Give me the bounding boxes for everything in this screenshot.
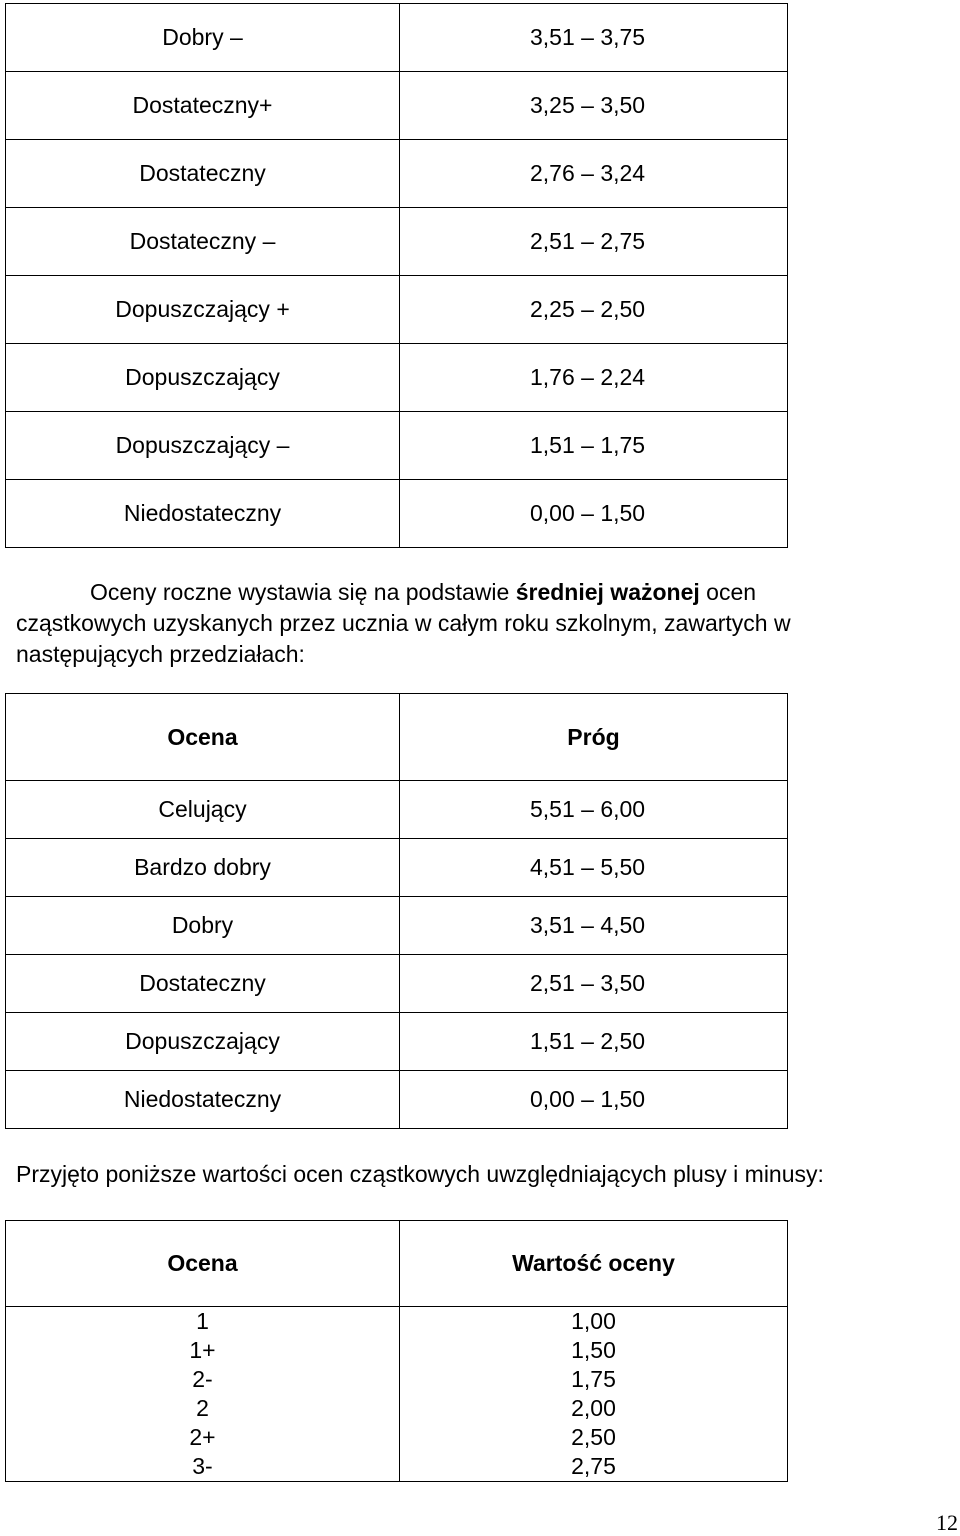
- partial-grade-values-table: [5, 1220, 788, 1482]
- annual-grades-paragraph: [16, 577, 846, 670]
- table-row: [6, 412, 788, 480]
- value-cell: 1,00: [400, 1307, 788, 1337]
- value-cell: 1,75: [400, 1365, 788, 1394]
- table-row: [6, 276, 788, 344]
- table-row: [6, 839, 788, 897]
- table-row: [6, 1071, 788, 1129]
- grade-cell: Dobry: [6, 897, 400, 955]
- table-row: [6, 1423, 788, 1452]
- grade-cell: Dopuszczający: [6, 344, 400, 412]
- grade-cell: Bardzo dobry: [6, 839, 400, 897]
- grade-cell: Celujący: [6, 781, 400, 839]
- grade-cell: Dostateczny –: [6, 208, 400, 276]
- grade-cell: Niedostateczny: [6, 1071, 400, 1129]
- table-row: [6, 1365, 788, 1394]
- grade-cell: Dopuszczający +: [6, 276, 400, 344]
- range-cell: 1,76 – 2,24: [530, 364, 646, 390]
- table-row: [6, 781, 788, 839]
- table-row: [6, 955, 788, 1013]
- grade-cell: Dopuszczający: [6, 1013, 400, 1071]
- grade-cell: 1: [6, 1307, 400, 1337]
- table-header-row: [6, 694, 788, 781]
- table-row: [6, 72, 788, 140]
- table-row: [6, 140, 788, 208]
- grade-cell: Niedostateczny: [6, 480, 400, 548]
- range-cell: 1,51 – 1,75: [530, 432, 646, 458]
- grade-cell: Dostateczny+: [6, 72, 400, 140]
- grade-cell: Dostateczny: [6, 140, 400, 208]
- grade-cell: 2+: [6, 1423, 400, 1452]
- grade-cell: Dopuszczający –: [6, 412, 400, 480]
- range-cell: 0,00 – 1,50: [530, 500, 646, 526]
- range-cell: 2,51 – 3,50: [530, 970, 646, 996]
- grade-cell: 3-: [6, 1452, 400, 1482]
- range-cell: 2,51 – 2,75: [530, 228, 646, 254]
- table-row: [6, 4, 788, 72]
- grade-cell: Dostateczny: [6, 955, 400, 1013]
- range-cell: 2,25 – 2,50: [530, 296, 646, 322]
- grade-cell: 2: [6, 1394, 400, 1423]
- range-cell: 4,51 – 5,50: [530, 854, 646, 880]
- table-row: [6, 1307, 788, 1337]
- value-cell: 2,00: [400, 1394, 788, 1423]
- table-row: [6, 1452, 788, 1482]
- paragraph-line-2: cząstkowych uzyskanych przez ucznia w całym roku szkolnym, zawartych w: [16, 610, 791, 636]
- range-cell: 0,00 – 1,50: [530, 1086, 646, 1112]
- grade-cell: 1+: [6, 1336, 400, 1365]
- table-header-row: [6, 1221, 788, 1307]
- table-row: [6, 1394, 788, 1423]
- table-row: [6, 897, 788, 955]
- bold-phrase: średniej ważonej: [515, 579, 700, 605]
- grade-cell: 2-: [6, 1365, 400, 1394]
- range-cell: 3,51 – 4,50: [530, 912, 646, 938]
- table-row: [6, 1336, 788, 1365]
- value-cell: 1,50: [400, 1336, 788, 1365]
- table-row: [6, 208, 788, 276]
- value-cell: 2,50: [400, 1423, 788, 1452]
- paragraph-line-3: następujących przedziałach:: [16, 641, 305, 667]
- column-header-grade: Ocena: [6, 1221, 400, 1307]
- column-header-value: Wartość oceny: [400, 1221, 788, 1307]
- value-cell: 2,75: [400, 1452, 788, 1482]
- table-row: [6, 480, 788, 548]
- column-header-grade: Ocena: [6, 694, 400, 781]
- paragraph-line-1: Oceny roczne wystawia się na podstawie średniej ważonej ocen: [90, 579, 757, 605]
- range-cell: 2,76 – 3,24: [530, 160, 646, 186]
- range-cell: 3,51 – 3,75: [530, 24, 646, 50]
- range-cell: 5,51 – 6,00: [530, 796, 646, 822]
- page-number: 12: [936, 1510, 958, 1535]
- range-cell: 3,25 – 3,50: [530, 92, 646, 118]
- range-cell: 1,51 – 2,50: [530, 1028, 646, 1054]
- annual-grade-threshold-table: [5, 693, 788, 1129]
- grade-range-table-continued: [5, 3, 788, 548]
- table-row: [6, 1013, 788, 1071]
- table-row: [6, 344, 788, 412]
- partial-grades-paragraph: Przyjęto poniższe wartości ocen cząstkowych uwzględniających plusy i minusy:: [16, 1161, 824, 1187]
- grade-cell: Dobry –: [6, 4, 400, 72]
- column-header-threshold: Próg: [400, 694, 788, 781]
